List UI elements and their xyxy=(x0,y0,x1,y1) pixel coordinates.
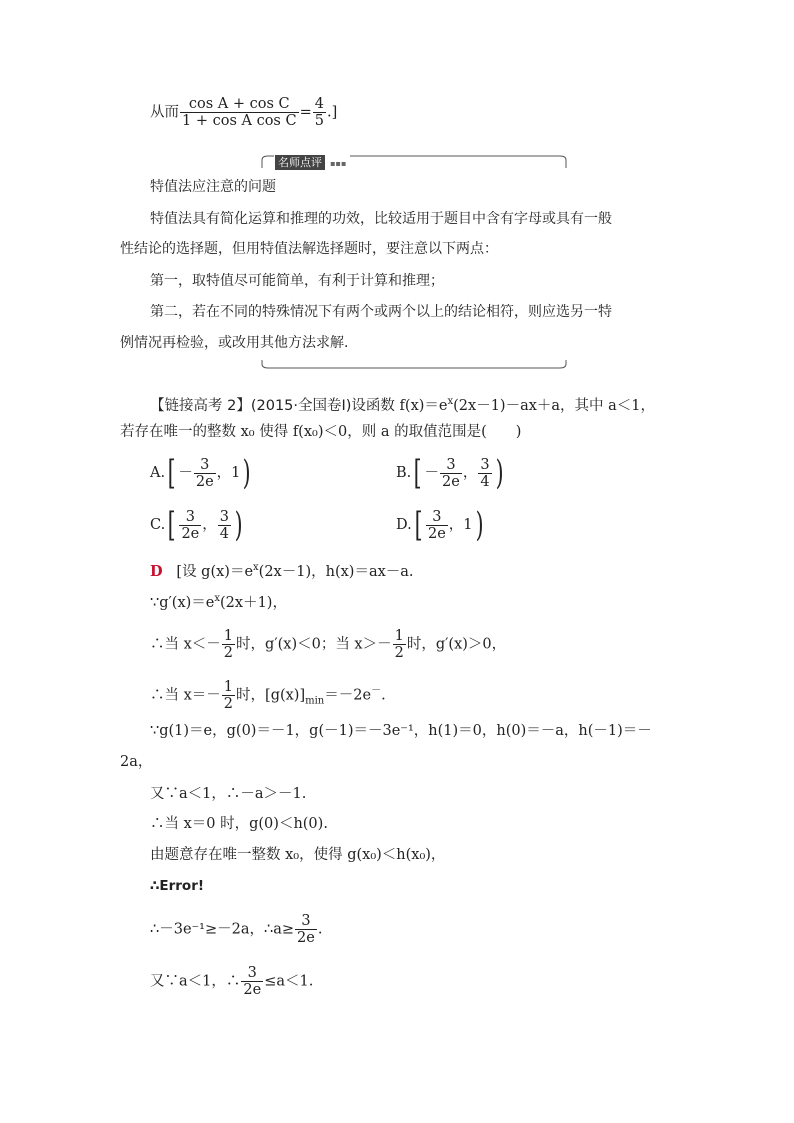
option-a-right: ，1 xyxy=(216,465,241,481)
bracket-open: [ xyxy=(167,505,176,545)
option-d-fraction xyxy=(426,509,448,542)
option-a-num: 3 xyxy=(194,457,216,474)
option-d xyxy=(396,505,486,545)
option-c xyxy=(150,505,245,545)
sol-s3-a: ∴当 x＜－ xyxy=(150,636,221,653)
sol-s4-b: 时，[g(x)] xyxy=(236,687,306,704)
solution-line1 xyxy=(150,559,414,581)
option-a-label: A. xyxy=(150,465,166,481)
option-b xyxy=(396,453,506,493)
option-c-den2: 4 xyxy=(219,525,229,542)
sol-s3-frac1 xyxy=(222,628,235,661)
paren-close: ) xyxy=(234,505,243,545)
sol-s2-a: ∵g′(x)＝e xyxy=(150,594,215,611)
sol-s3-c: 时，g′(x)＞0， xyxy=(406,636,507,653)
sol-s3-b: 时，g′(x)＜0；当 x＞－ xyxy=(236,636,392,653)
solution-line4 xyxy=(150,679,386,712)
paren-close: ) xyxy=(475,505,484,545)
problem-line2: 若存在唯一的整数 x₀ 使得 f(x₀)＜0，则 a 的取值范围是( ) xyxy=(120,424,522,440)
sol-s11-num: 3 xyxy=(241,965,263,982)
solution-line3 xyxy=(150,628,506,661)
formula-prefix: 从而 xyxy=(150,104,179,121)
sol-s4-sub: min xyxy=(305,695,325,707)
sol-s4-a: ∴当 x＝－ xyxy=(150,687,221,704)
sol-s4-c: ＝－2e xyxy=(324,687,372,704)
comment-point1: 第一，取特值尽可能简单，有利于计算和推理； xyxy=(150,273,444,289)
problem-func-a: f(x)＝e xyxy=(399,397,448,414)
problem-func-exp: x xyxy=(447,396,454,407)
solution-line2 xyxy=(150,590,287,612)
sol-s3-den1: 2 xyxy=(223,645,234,661)
formula-equals: = xyxy=(299,104,312,121)
solution-line10 xyxy=(150,913,322,946)
option-b-label: B. xyxy=(396,465,412,481)
option-c-comma: ， xyxy=(202,517,217,533)
sol-s2-b: (2x＋1)， xyxy=(220,594,287,611)
sol-s1-sup: x xyxy=(253,562,259,573)
solution-line11 xyxy=(150,965,313,998)
paren-close: ) xyxy=(495,453,504,493)
sol-s10-frac xyxy=(295,913,317,946)
comment-badge-label: 名师点评 xyxy=(275,155,325,170)
comment-badge xyxy=(275,151,346,167)
option-c-fraction1 xyxy=(179,509,201,542)
result-denominator: 5 xyxy=(314,113,324,129)
option-b-num2: 3 xyxy=(480,456,490,473)
sol-s2-sup: x xyxy=(214,593,221,604)
sol-s4-den: 2 xyxy=(223,696,234,712)
sol-s10-den: 2e xyxy=(297,930,315,946)
problem-func-b: (2x－1)－ax＋a，其中 a＜1， xyxy=(453,397,656,414)
sol-s11-den: 2e xyxy=(243,982,262,998)
problem-source: 【链接高考 2】(2015·全国卷Ⅰ)设函数 xyxy=(150,397,400,414)
option-a-sign: － xyxy=(178,465,193,481)
comment-para1-line1: 特值法具有简化运算和推理的功效，比较适用于题目中含有字母或具有一般 xyxy=(150,211,612,227)
sol-s10-a: ∴－3e⁻¹≥－2a，∴a≥ xyxy=(150,921,295,938)
top-formula xyxy=(150,96,337,129)
answer-letter: D xyxy=(150,562,163,580)
comment-point2-line1: 第二，若在不同的特殊情况下有两个或两个以上的结论相符，则应选另一特 xyxy=(150,304,612,320)
sol-s4-num: 1 xyxy=(223,679,234,695)
bracket-open: [ xyxy=(413,453,422,493)
sol-s4-frac xyxy=(222,679,235,712)
option-c-num2: 3 xyxy=(219,508,229,525)
sol-s1-a: [设 g(x)＝e xyxy=(176,563,254,580)
sol-s4-sup: － xyxy=(371,685,382,697)
option-c-den1: 2e xyxy=(181,525,200,542)
solution-line5b: 2a， xyxy=(120,754,153,770)
formula-suffix: .] xyxy=(326,104,338,121)
solution-line7: ∴当 x＝0 时，g(0)＜h(0). xyxy=(150,816,328,832)
option-d-den: 2e xyxy=(427,525,446,542)
option-b-num1: 3 xyxy=(440,457,462,474)
solution-line8: 由题意存在唯一整数 x₀，使得 g(x₀)＜h(x₀)， xyxy=(150,847,446,863)
result-numerator: 4 xyxy=(314,96,324,112)
option-c-num1: 3 xyxy=(179,509,201,526)
formula-fraction xyxy=(180,96,299,129)
option-b-comma: ， xyxy=(462,465,478,481)
formula-denominator: 1 + cos A cos C xyxy=(182,113,297,129)
sol-s3-num2: 1 xyxy=(394,628,404,644)
sol-s3-frac2 xyxy=(393,628,406,661)
sol-s4-d: . xyxy=(381,687,386,704)
option-b-fraction2 xyxy=(478,457,491,490)
option-b-fraction1 xyxy=(440,457,462,490)
sol-s11-a: 又∵a＜1，∴ xyxy=(150,973,241,990)
sol-s11-frac xyxy=(241,965,263,998)
option-d-right: ，1 xyxy=(448,517,473,533)
bracket-open: [ xyxy=(414,505,423,545)
solution-line6: 又∵a＜1，∴－a＞－1. xyxy=(150,786,307,802)
formula-result xyxy=(313,96,326,129)
badge-dots: ▪▪▪ xyxy=(330,159,347,168)
option-c-label: C. xyxy=(150,517,166,533)
comment-para1-line2: 性结论的选择题，但用特值法解选择题时，要注意以下两点： xyxy=(120,241,498,257)
comment-point2-line2: 例情况再检验，或改用其他方法求解. xyxy=(120,335,349,351)
comment-box-bottom-border xyxy=(260,358,570,372)
option-a-den: 2e xyxy=(195,473,214,490)
solution-line5a: ∵g(1)＝e，g(0)＝－1，g(－1)＝－3e⁻¹，h(1)＝0，h(0)＝－a，h(－1)＝－ xyxy=(150,723,652,739)
paren-close: ) xyxy=(243,453,252,493)
option-b-den2: 4 xyxy=(480,473,490,490)
sol-s10-b: . xyxy=(317,921,323,938)
solution-line9: ∴Error! xyxy=(150,878,205,894)
option-a-fraction xyxy=(194,457,216,490)
formula-numerator: cos A + cos C xyxy=(180,96,299,113)
option-c-fraction2 xyxy=(218,509,231,542)
option-d-label: D. xyxy=(396,517,412,533)
bracket-open: [ xyxy=(167,453,176,493)
sol-s1-b: (2x－1)，h(x)＝ax－a. xyxy=(258,563,414,580)
sol-s11-b: ≤a＜1. xyxy=(264,973,314,990)
option-b-den1: 2e xyxy=(442,473,460,490)
sol-s3-den2: 2 xyxy=(394,645,404,661)
sol-s10-num: 3 xyxy=(295,913,317,930)
option-a xyxy=(150,453,254,493)
comment-heading: 特值法应注意的问题 xyxy=(150,179,276,195)
option-b-sign: － xyxy=(424,465,440,481)
option-d-num: 3 xyxy=(426,509,448,526)
problem-line1 xyxy=(150,393,655,415)
sol-s3-num1: 1 xyxy=(223,628,234,644)
